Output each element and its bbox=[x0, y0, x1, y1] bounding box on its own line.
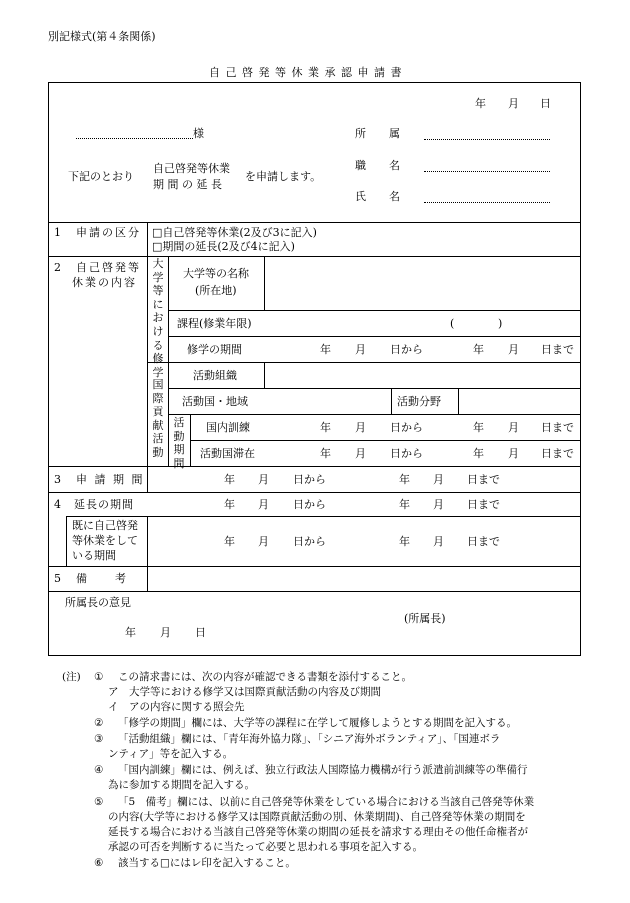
remarks-field[interactable] bbox=[148, 567, 580, 591]
option-extension: 期 間 の 延 長 bbox=[153, 178, 222, 191]
previous-leave-label-line2: 等休業をして bbox=[72, 534, 138, 547]
date-year-label: 年 bbox=[475, 97, 486, 110]
addressee-suffix: 様 bbox=[193, 127, 204, 140]
section5-label: 5 備 考 bbox=[54, 572, 128, 585]
previous-end-day: 日まで bbox=[467, 535, 500, 548]
previous-start-day: 日から bbox=[293, 535, 326, 548]
university-location-label: (所在地) bbox=[195, 284, 237, 297]
chief-label: (所属長) bbox=[404, 612, 446, 625]
note5-mark: ⑤ bbox=[94, 796, 104, 808]
opinion-year: 年 bbox=[125, 626, 136, 639]
request-text: を申請します。 bbox=[245, 170, 322, 183]
activity-org-label: 活動組織 bbox=[193, 369, 237, 382]
extension-end-month: 月 bbox=[433, 498, 444, 511]
section4-label: 4 延長の期間 bbox=[54, 498, 134, 511]
position-field[interactable] bbox=[424, 171, 550, 172]
previous-end-year: 年 bbox=[399, 535, 410, 548]
extension-end-year: 年 bbox=[399, 498, 410, 511]
note4-text-line2: 為に参加する期間を記入する。 bbox=[108, 779, 255, 791]
note3-mark: ③ bbox=[94, 733, 104, 745]
extension-start-month: 月 bbox=[258, 498, 269, 511]
name-label: 氏 名 bbox=[355, 190, 406, 203]
training-start-month: 月 bbox=[355, 421, 366, 434]
stay-start-day: 日から bbox=[390, 447, 423, 460]
option-leave: 自己啓発等休業 bbox=[153, 162, 230, 175]
activity-field-label: 活動分野 bbox=[397, 395, 441, 408]
application-start-day: 日から bbox=[293, 473, 326, 486]
extension-start-year: 年 bbox=[224, 498, 235, 511]
activity-country-label: 活動国・地域 bbox=[182, 395, 248, 408]
stay-start-month: 月 bbox=[355, 447, 366, 460]
note5-text-line1: 「5 備考」欄には、以前に自己啓発等休業をしている場合における当該自己啓発等休業 bbox=[118, 796, 535, 808]
study-end-month: 月 bbox=[508, 343, 519, 356]
opinion-day: 日 bbox=[195, 626, 206, 639]
extension-start-day: 日から bbox=[293, 498, 326, 511]
study-start-day: 日から bbox=[390, 343, 423, 356]
international-contribution-vertical-label: 国際貢献活動 bbox=[152, 378, 164, 459]
activity-org-field[interactable] bbox=[265, 363, 580, 388]
application-end-month: 月 bbox=[433, 473, 444, 486]
note3-text-line2: ンティア」等を記入する。 bbox=[108, 748, 234, 760]
previous-end-month: 月 bbox=[433, 535, 444, 548]
extension-end-day: 日まで bbox=[467, 498, 500, 511]
course-field[interactable] bbox=[265, 311, 580, 336]
note1-mark: ① bbox=[94, 671, 104, 683]
note6-text: 該当する□にはレ印を記入すること。 bbox=[118, 857, 296, 869]
section2-label-line1: 2 自己啓発等 bbox=[54, 261, 141, 274]
stay-abroad-label: 活動国滞在 bbox=[200, 447, 255, 460]
domestic-training-label: 国内訓練 bbox=[206, 421, 250, 434]
stay-end-year: 年 bbox=[473, 447, 484, 460]
course-label: 課程(修業年限) bbox=[177, 317, 252, 330]
notes-heading: (注) bbox=[62, 671, 81, 683]
stay-end-month: 月 bbox=[508, 447, 519, 460]
note6-mark: ⑥ bbox=[94, 857, 104, 869]
note5-text-line4: 承認の可否を判断するに当たって必要と思われる事項を記入する。 bbox=[108, 841, 423, 853]
course-paren-open: ( bbox=[450, 317, 455, 330]
university-name-label: 大学等の名称 bbox=[183, 267, 249, 280]
training-end-month: 月 bbox=[508, 421, 519, 434]
activity-period-vertical-label: 活動期間 bbox=[173, 416, 185, 470]
previous-start-month: 月 bbox=[258, 535, 269, 548]
stay-end-day: 日まで bbox=[541, 447, 574, 460]
section1-label: 1 申請の区分 bbox=[54, 226, 141, 239]
section3-label: 3 申 請 期 間 bbox=[54, 473, 145, 486]
form-reference: 別記様式(第４条関係) bbox=[48, 30, 156, 43]
opinion-month: 月 bbox=[160, 626, 171, 639]
note5-text-line2: の内容(大学等における修学又は国際貢献活動の別、休業期間)、自己啓発等休業の期間を bbox=[108, 811, 526, 823]
study-start-month: 月 bbox=[355, 343, 366, 356]
previous-start-year: 年 bbox=[224, 535, 235, 548]
note2-mark: ② bbox=[94, 717, 104, 729]
note4-mark: ④ bbox=[94, 764, 104, 776]
application-start-month: 月 bbox=[258, 473, 269, 486]
university-study-vertical-label: 大学等における修学 bbox=[152, 257, 164, 379]
study-period-label: 修学の期間 bbox=[187, 343, 242, 356]
form-title: 自 己 啓 発 等 休 業 承 認 申 請 書 bbox=[209, 66, 403, 79]
study-end-year: 年 bbox=[473, 343, 484, 356]
affiliation-field[interactable] bbox=[424, 139, 550, 140]
training-end-day: 日まで bbox=[541, 421, 574, 434]
activity-field-input[interactable] bbox=[459, 389, 580, 414]
note1a-text: ア 大学等における修学又は国際貢献活動の内容及び期間 bbox=[108, 686, 381, 698]
name-field[interactable] bbox=[424, 202, 550, 203]
section2-label-line2: 休業の内容 bbox=[72, 276, 137, 289]
application-start-year: 年 bbox=[224, 473, 235, 486]
training-start-year: 年 bbox=[320, 421, 331, 434]
choice-leave[interactable]: □自己啓発等休業(2及び3に記入) bbox=[152, 226, 317, 239]
study-start-year: 年 bbox=[320, 343, 331, 356]
university-name-field[interactable] bbox=[265, 257, 580, 310]
training-start-day: 日から bbox=[390, 421, 423, 434]
position-label: 職 名 bbox=[355, 159, 406, 172]
previous-leave-label-line1: 既に自己啓発 bbox=[72, 519, 138, 532]
note5-text-line3: 延長する場合における当該自己啓発等休業の期間の延長を請求する理由その他任命権者が bbox=[108, 826, 528, 838]
addressee-field[interactable] bbox=[76, 138, 193, 139]
note4-text-line1: 「国内訓練」欄には、例えば、独立行政法人国際協力機構が行う派遣前訓練等の準備行 bbox=[118, 764, 528, 776]
intro-text: 下記のとおり bbox=[68, 170, 134, 183]
opinion-label: 所属長の意見 bbox=[65, 596, 131, 609]
application-end-year: 年 bbox=[399, 473, 410, 486]
note1-text: この請求書には、次の内容が確認できる書類を添付すること。 bbox=[118, 671, 412, 683]
course-paren-close: ) bbox=[498, 317, 503, 330]
training-end-year: 年 bbox=[473, 421, 484, 434]
date-day-label: 日 bbox=[540, 97, 551, 110]
choice-extension[interactable]: □期間の延長(2及び4に記入) bbox=[152, 240, 295, 253]
previous-leave-label-line3: いる期間 bbox=[72, 549, 116, 562]
application-end-day: 日まで bbox=[467, 473, 500, 486]
note3-text-line1: 「活動組織」欄には、「青年海外協力隊」、「シニア海外ボランティア」、「国連ボラ bbox=[118, 733, 501, 745]
study-end-day: 日まで bbox=[541, 343, 574, 356]
note1b-text: イ アの内容に関する照会先 bbox=[108, 701, 245, 713]
affiliation-label: 所 属 bbox=[355, 127, 406, 140]
activity-country-field[interactable] bbox=[265, 389, 391, 414]
date-month-label: 月 bbox=[508, 97, 519, 110]
note2-text: 「修学の期間」欄には、大学等の課程に在学して履修しようとする期間を記入する。 bbox=[118, 717, 517, 729]
stay-start-year: 年 bbox=[320, 447, 331, 460]
